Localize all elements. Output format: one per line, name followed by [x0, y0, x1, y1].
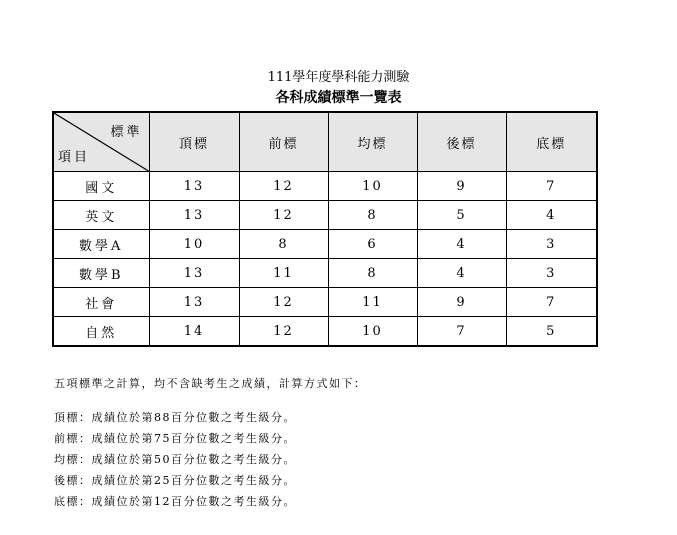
table-row	[53, 172, 597, 201]
table-row	[53, 259, 597, 288]
row-subject: 數學A	[53, 230, 149, 259]
table-cell: 4	[506, 201, 597, 230]
table-cell: 6	[328, 230, 417, 259]
table-cell: 5	[417, 201, 506, 230]
grade-standards-table	[52, 111, 598, 347]
table-cell: 4	[417, 259, 506, 288]
document-title: 111學年度學科能力測驗	[267, 70, 410, 85]
table-cell: 8	[328, 201, 417, 230]
table-cell: 11	[328, 288, 417, 317]
table-header-row	[53, 112, 597, 172]
table-cell: 12	[239, 201, 328, 230]
table-cell: 10	[328, 172, 417, 201]
row-subject: 自然	[53, 317, 149, 347]
table-cell: 11	[239, 259, 328, 288]
table-cell: 8	[328, 259, 417, 288]
column-header-bottom: 底標	[506, 112, 597, 172]
definition-front: 前標：成績位於第75百分位數之考生級分。	[54, 432, 296, 445]
definition-average: 均標：成績位於第50百分位數之考生級分。	[54, 453, 296, 466]
column-header-average: 均標	[328, 112, 417, 172]
table-cell: 13	[149, 201, 239, 230]
table-cell: 3	[506, 259, 597, 288]
row-subject: 社會	[53, 288, 149, 317]
column-header-top: 頂標	[149, 112, 239, 172]
row-subject: 數學B	[53, 259, 149, 288]
column-header-back: 後標	[417, 112, 506, 172]
definition-back: 後標：成績位於第25百分位數之考生級分。	[54, 474, 296, 487]
table-cell: 9	[417, 172, 506, 201]
table-cell: 4	[417, 230, 506, 259]
notes-intro: 五項標準之計算，均不含缺考生之成績，計算方式如下：	[54, 377, 367, 390]
document-subtitle: 各科成績標準一覽表	[275, 90, 402, 106]
row-subject: 英文	[53, 201, 149, 230]
table-cell: 12	[239, 317, 328, 347]
table-cell: 7	[506, 288, 597, 317]
table-cell: 10	[149, 230, 239, 259]
table-cell: 8	[239, 230, 328, 259]
calculation-notes	[54, 377, 367, 516]
table-cell: 12	[239, 172, 328, 201]
table-cell: 3	[506, 230, 597, 259]
table-cell: 14	[149, 317, 239, 347]
table-cell: 13	[149, 259, 239, 288]
corner-label-standard: 標準	[110, 125, 143, 140]
table-cell: 12	[239, 288, 328, 317]
table-row	[53, 288, 597, 317]
table-cell: 9	[417, 288, 506, 317]
table-cell: 13	[149, 288, 239, 317]
definition-bottom: 底標：成績位於第12百分位數之考生級分。	[54, 495, 296, 508]
table-row	[53, 317, 597, 347]
table-cell: 10	[328, 317, 417, 347]
row-subject: 國文	[53, 172, 149, 201]
table-corner-cell	[53, 112, 149, 172]
column-header-front: 前標	[239, 112, 328, 172]
table-cell: 7	[417, 317, 506, 347]
table-cell: 13	[149, 172, 239, 201]
table-row	[53, 201, 597, 230]
table-row	[53, 230, 597, 259]
corner-label-item: 項目	[58, 150, 91, 165]
table-cell: 7	[506, 172, 597, 201]
table-cell: 5	[506, 317, 597, 347]
definition-top: 頂標：成績位於第88百分位數之考生級分。	[54, 411, 296, 424]
